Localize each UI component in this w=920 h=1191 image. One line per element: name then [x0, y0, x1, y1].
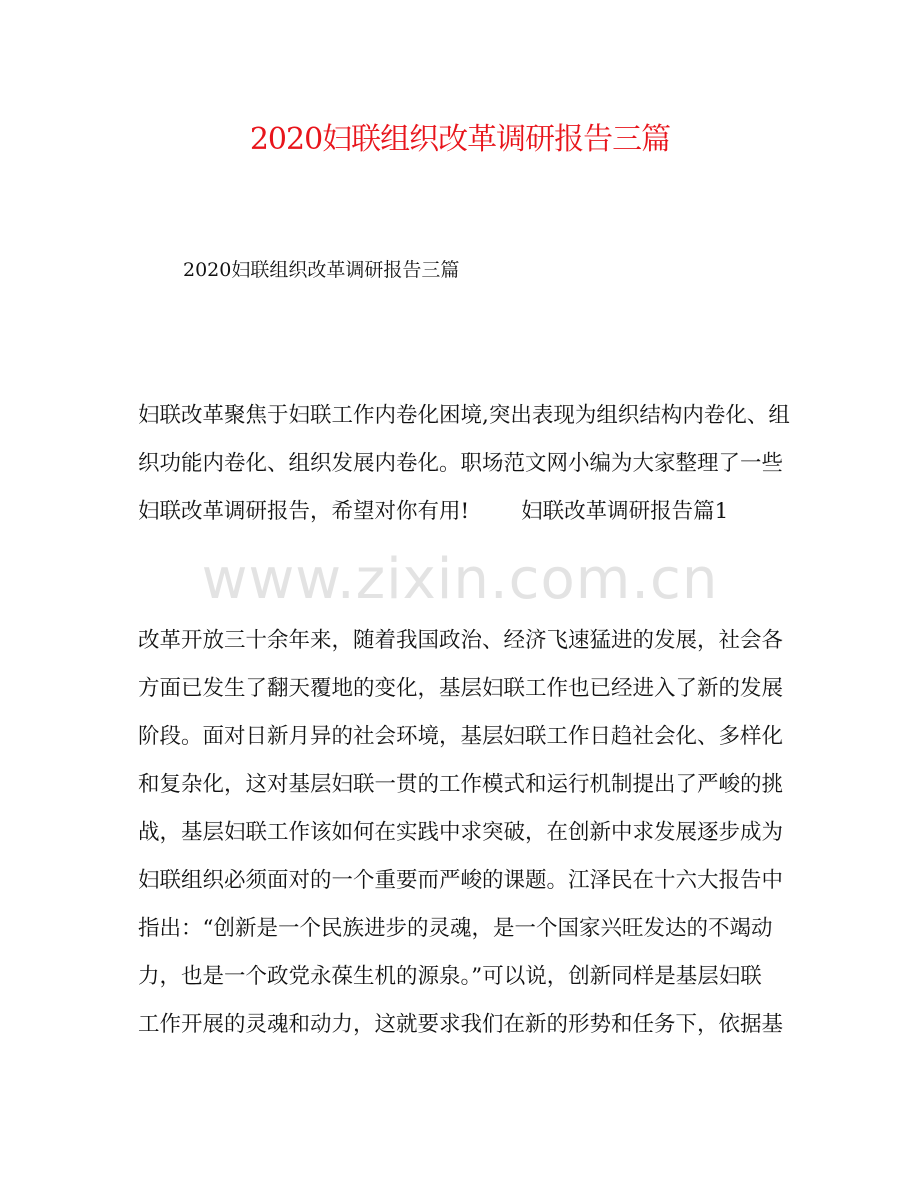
body-line: 指出：“创新是一个民族进步的灵魂，是一个国家兴旺发达的不竭动: [138, 916, 773, 941]
document-subtitle: 2020妇联组织改革调研报告三篇: [183, 259, 460, 281]
document-title: 2020妇联组织改革调研报告三篇: [249, 122, 671, 157]
body-line: 工作开展的灵魂和动力，这就要求我们在新的形势和任务下，依据基: [138, 1012, 784, 1037]
body-line: 和复杂化，这对基层妇联一贯的工作模式和运行机制提出了严峻的挑: [138, 772, 784, 797]
body-line: 力，也是一个政党永葆生机的源泉。”可以说，创新同样是基层妇联: [138, 964, 762, 989]
body-line: 方面已发生了翻天覆地的变化，基层妇联工作也已经进入了新的发展: [138, 676, 784, 701]
intro-line: 织功能内卷化、组织发展内卷化。职场范文网小编为大家整理了一些: [138, 451, 784, 476]
intro-paragraph: [138, 392, 788, 536]
body-line: 阶段。面对日新月异的社会环境，基层妇联工作日趋社会化、多样化: [138, 724, 784, 749]
intro-line: 妇联改革聚焦于妇联工作内卷化困境,突出表现为组织结构内卷化、组: [138, 403, 790, 428]
body-line: 战，基层妇联工作该如何在实践中求突破，在创新中求发展逐步成为: [138, 820, 784, 845]
body-paragraph: [138, 617, 788, 1049]
intro-line-with-heading: [138, 488, 788, 536]
section-heading: 妇联改革调研报告篇1: [521, 499, 729, 524]
watermark-text: www.zixin.com.cn: [201, 547, 719, 612]
intro-line: 妇联改革调研报告，希望对你有用!: [138, 499, 470, 524]
body-line: 妇联组织必须面对的一个重要而严峻的课题。江泽民在十六大报告中: [138, 868, 784, 893]
body-line: 改革开放三十余年来，随着我国政治、经济飞速猛进的发展，社会各: [138, 628, 784, 653]
